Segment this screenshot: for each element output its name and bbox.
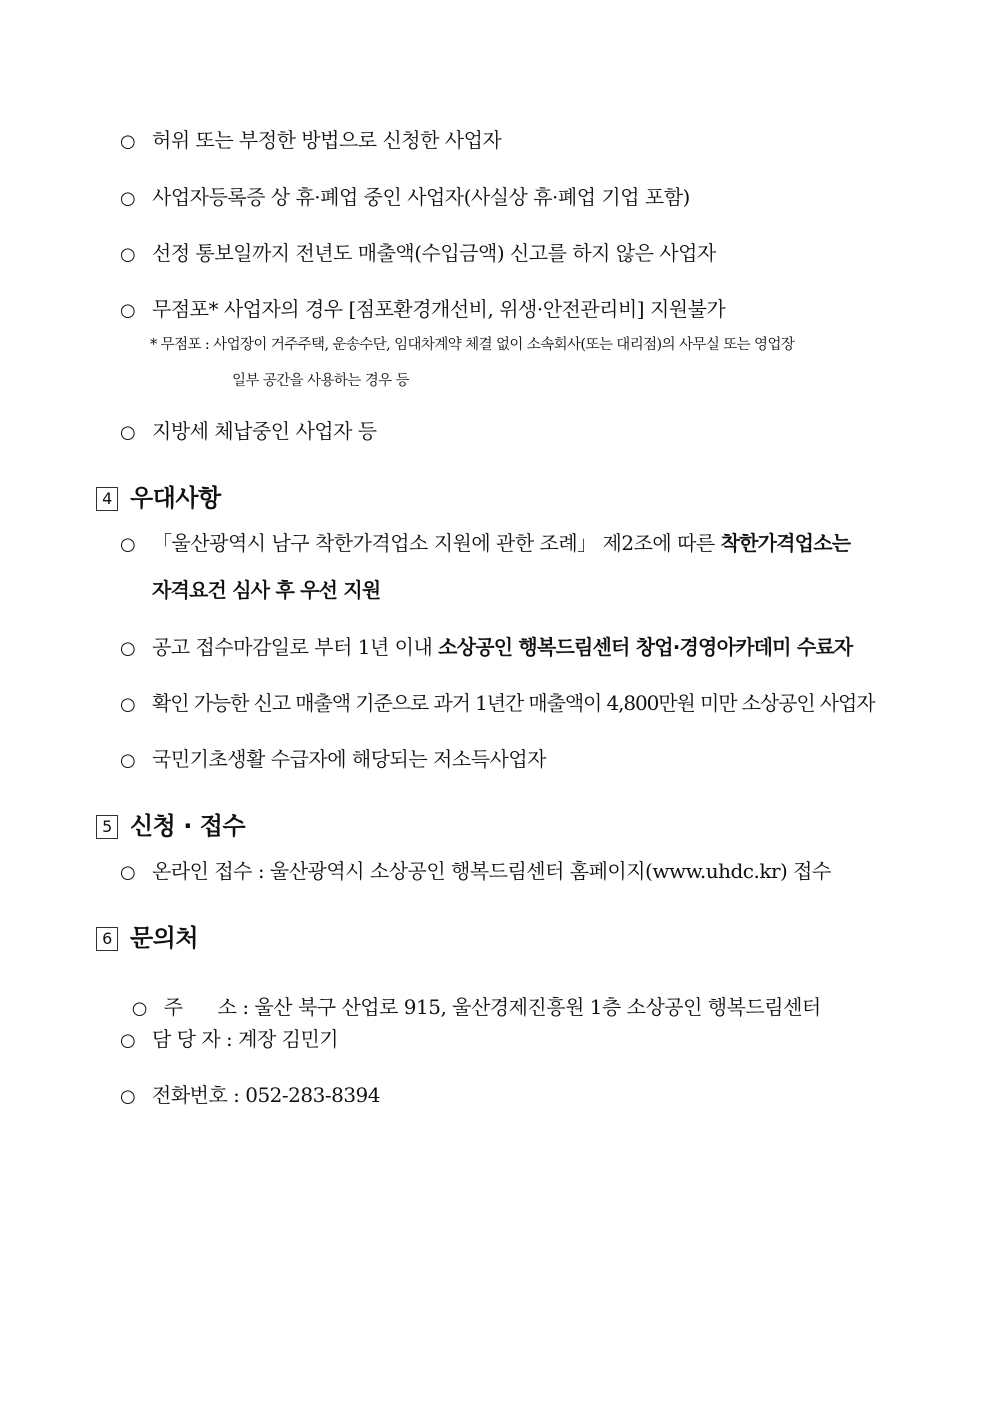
section-heading-4: [96, 478, 221, 513]
list-item-text: 지방세 체납중인 사업자 등: [152, 419, 377, 443]
list-item: [120, 1023, 338, 1052]
contact-manager: 담 당 자 : 계장 김민기: [152, 1027, 339, 1051]
bullet-icon: ○: [120, 244, 136, 265]
list-item-text: 무점포* 사업자의 경우 [점포환경개선비, 위생·안전관리비] 지원불가: [152, 297, 726, 321]
footnote-line-1: * 무점포 : 사업장이 거주주택, 운송수단, 임대차계약 체결 없이 소속회사(또는 대리점)의 사무실 또는 영업장: [150, 337, 795, 353]
bullet-icon: ○: [120, 862, 136, 883]
list-item-bold-text: 자격요건 심사 후 우선 지원: [152, 578, 381, 602]
contact-address: 주 소 : 울산 북구 산업로 915, 울산경제진흥원 1층 소상공인 행복드림센터: [163, 995, 821, 1019]
list-item-bold-text: 소상공인 행복드림센터 창업·경영아카데미 수료자: [438, 635, 853, 659]
list-item-text: 사업자등록증 상 휴·폐업 중인 사업자(사실상 휴·폐업 기업 포함): [152, 185, 690, 209]
list-item-text: 온라인 접수 : 울산광역시 소상공인 행복드림센터 홈페이지(www.uhdc.kr) 접수: [152, 859, 831, 883]
bullet-icon: ○: [120, 188, 136, 209]
section-title: 문의처: [130, 924, 199, 952]
footnote-line-2: 일부 공간을 사용하는 경우 등: [232, 373, 409, 389]
section-number: 6: [96, 927, 118, 951]
section-title: 우대사항: [130, 484, 221, 512]
section-heading-5: [96, 806, 245, 841]
list-item: [120, 124, 501, 153]
bullet-icon: ○: [131, 998, 147, 1019]
list-item: [120, 1079, 380, 1108]
list-item-continuation: [152, 574, 380, 603]
list-item: [120, 181, 690, 210]
list-item-bold-text: 착한가격업소는: [720, 531, 851, 555]
list-item: [120, 237, 716, 266]
section-heading-6: [96, 918, 198, 953]
bullet-icon: ○: [120, 750, 136, 771]
bullet-icon: ○: [120, 300, 136, 321]
list-item: [120, 855, 831, 884]
list-item-text: 국민기초생활 수급자에 해당되는 저소득사업자: [152, 747, 546, 771]
bullet-icon: ○: [120, 694, 135, 715]
bullet-icon: ○: [120, 131, 136, 152]
list-item: [120, 527, 850, 556]
bullet-icon: ○: [120, 1030, 136, 1051]
list-item-text: 확인 가능한 신고 매출액 기준으로 과거 1년간 매출액이 4,800만원 미만 소상공인 사업자: [152, 691, 875, 715]
list-item: [120, 743, 546, 772]
list-item: [120, 631, 852, 660]
section-number: 5: [96, 815, 118, 839]
section-title: 신청 · 접수: [130, 812, 246, 840]
list-item: [120, 415, 377, 444]
list-item-text: 「울산광역시 남구 착한가격업소 지원에 관한 조례」 제2조에 따른: [152, 531, 721, 555]
list-item-text: 선정 통보일까지 전년도 매출액(수입금액) 신고를 하지 않은 사업자: [152, 241, 716, 265]
contact-phone: 전화번호 : 052-283-8394: [152, 1083, 380, 1107]
list-item: [120, 293, 725, 322]
bullet-icon: ○: [120, 638, 136, 659]
list-item: [120, 967, 821, 1020]
list-item: [120, 687, 874, 716]
list-item-text: 허위 또는 부정한 방법으로 신청한 사업자: [152, 128, 502, 152]
list-item-text: 공고 접수마감일로 부터 1년 이내: [152, 635, 439, 659]
section-number: 4: [96, 487, 118, 511]
bullet-icon: ○: [120, 534, 136, 555]
bullet-icon: ○: [120, 422, 136, 443]
bullet-icon: ○: [120, 1086, 136, 1107]
